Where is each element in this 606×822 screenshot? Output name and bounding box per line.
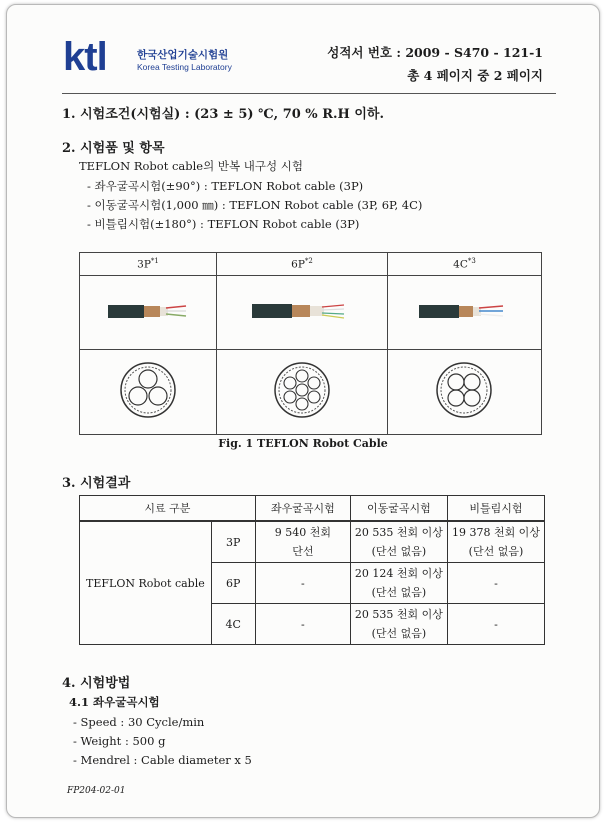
cable-cross-section-image: [118, 360, 178, 420]
sample-name-cell: TEFLON Robot cable: [80, 521, 212, 645]
type-cell: 6P: [211, 563, 255, 604]
cable-figure-table: [79, 252, 542, 435]
result-cell: 19 378 천회 이상 (단선 없음): [447, 521, 544, 563]
cross-section-6p: [217, 350, 388, 435]
method-item: - Speed : 30 Cycle/min: [73, 715, 205, 729]
result-cell: -: [447, 604, 544, 645]
cable-cross-section-image: [272, 360, 332, 420]
cable-side-image: [252, 297, 352, 325]
cable-photo-6p: [217, 276, 388, 350]
cable-side-image: [108, 297, 188, 325]
test-item: - 이동굴곡시험(1,000 ㎜) : TEFLON Robot cable (3P, 6P, 4C): [87, 198, 423, 212]
header-divider: [62, 93, 556, 94]
report-number: 성적서 번호 : 2009 - S470 - 121-1: [327, 45, 543, 60]
cable-photo-4c: [387, 276, 541, 350]
section-2-title: 2. 시험품 및 항목: [62, 141, 165, 156]
result-cell: 20 535 천회 이상 (단선 없음): [350, 604, 447, 645]
header-twist: 비틀림시험: [447, 496, 544, 522]
header-move-bend: 이동굴곡시험: [350, 496, 447, 522]
figure-label-4c: $4C^{*3}$: [387, 253, 541, 276]
results-table: [79, 495, 545, 645]
test-item: - 좌우굴곡시험(±90°) : TEFLON Robot cable (3P): [87, 179, 364, 193]
figure-caption: Fig. 1 TEFLON Robot Cable: [218, 437, 388, 450]
test-item: - 비틀림시험(±180°) : TEFLON Robot cable (3P): [87, 217, 360, 231]
figure-label-3p: $3P^{*1}$: [80, 253, 217, 276]
method-item: - Weight : 500 g: [73, 734, 166, 748]
type-cell: 4C: [211, 604, 255, 645]
document-page: [6, 4, 600, 818]
result-cell: 20 124 천회 이상 (단선 없음): [350, 563, 447, 604]
method-item: - Mendrel : Cable diameter x 5: [73, 753, 252, 767]
result-cell: -: [447, 563, 544, 604]
section-3-title: 3. 시험결과: [62, 476, 131, 491]
section-4-subtitle: 4.1 좌우굴곡시험: [69, 695, 160, 709]
section-4-title: 4. 시험방법: [62, 676, 131, 691]
section-1-title: 1. 시험조건(시험실) : (23 ± 5) ℃, 70 % R.H 이하.: [62, 107, 384, 122]
result-cell: -: [255, 563, 350, 604]
page-info: 총 4 페이지 중 2 페이지: [407, 68, 543, 83]
result-cell: 9 540 천회 단선: [255, 521, 350, 563]
logo-english-name: Korea Testing Laboratory: [137, 62, 232, 72]
result-cell: -: [255, 604, 350, 645]
logo-mark: ktl: [63, 35, 107, 79]
section-2-intro: TEFLON Robot cable의 반복 내구성 시험: [79, 159, 303, 173]
header-sample: 시료 구분: [80, 496, 256, 522]
form-code: FP204-02-01: [67, 786, 126, 796]
cross-section-3p: [80, 350, 217, 435]
figure-label-6p: $6P^{*2}$: [217, 253, 388, 276]
result-cell: 20 535 천회 이상 (단선 없음): [350, 521, 447, 563]
type-cell: 3P: [211, 521, 255, 563]
cable-cross-section-image: [434, 360, 494, 420]
cross-section-4c: [387, 350, 541, 435]
logo-korean-name: 한국산업기술시험원: [137, 49, 229, 61]
cable-photo-3p: [80, 276, 217, 350]
cable-side-image: [419, 297, 509, 325]
header-lr-bend: 좌우굴곡시험: [255, 496, 350, 522]
